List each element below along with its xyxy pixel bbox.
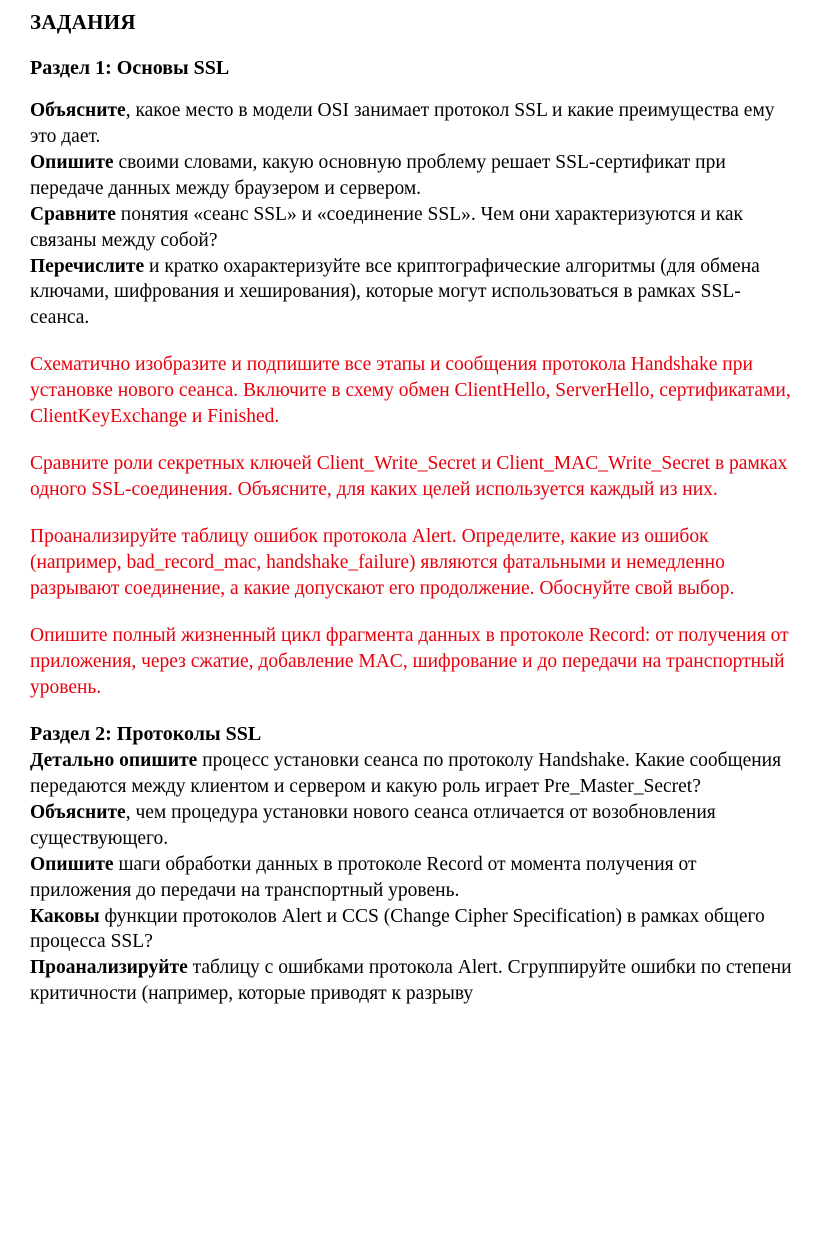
- task-lead: Опишите: [30, 853, 114, 875]
- task-text: Опишите полный жизненный цикл фрагмента данных в протоколе Record: от получения от приложения, через сжатие, добавление MAC, шифрование и до передачи на транспортный уровень.: [30, 624, 789, 698]
- section-2-block: [30, 721, 792, 1007]
- task-lead: Объясните: [30, 100, 126, 121]
- red-task-4: [30, 623, 792, 701]
- task-text: и кратко охарактеризуйте все криптографические алгоритмы (для обмена ключами, шифрования и хеширования), которые могут использоваться в рамках SSL-сеанса.: [30, 255, 760, 329]
- task-text: своими словами, какую основную проблему решает SSL-сертификат при передаче данных между браузером и сервером.: [30, 151, 726, 199]
- task-item: [30, 98, 792, 150]
- task-text: Схематично изобразите и подпишите все этапы и сообщения протокола Handshake при установке нового сеанса. Включите в схему обмен ClientHello, ServerHello, сертификатами, ClientKeyExchange и Finished.: [30, 354, 791, 428]
- task-item: [30, 150, 792, 202]
- task-text: функции протоколов Alert и CCS (Change Cipher Specification) в рамках общего процесса SSL?: [30, 905, 765, 953]
- task-item: [30, 254, 792, 332]
- task-lead: Перечислите: [30, 255, 145, 277]
- task-lead: Проанализируйте: [30, 957, 188, 979]
- task-item: [30, 800, 792, 852]
- task-lead: Каковы: [30, 905, 100, 927]
- task-text: шаги обработки данных в протоколе Record от момента получения от приложения до передачи на транспортный уровень.: [30, 853, 697, 901]
- task-text: Сравните роли секретных ключей Client_Write_Secret и Client_MAC_Write_Secret в рамках одного SSL-соединения. Объясните, для каких целей используется каждый из них.: [30, 453, 788, 500]
- red-task-1: [30, 352, 792, 430]
- task-text: , чем процедура установки нового сеанса отличается от возобновления существующего.: [30, 801, 716, 849]
- task-text: таблицу с ошибками протокола Alert. Сгруппируйте ошибки по степени критичности (например, которые приводят к разрыву: [30, 957, 792, 1005]
- section-2-heading: Раздел 2: Протоколы SSL: [30, 723, 262, 746]
- page-title: ЗАДАНИЯ: [30, 10, 136, 34]
- task-lead: Объясните: [30, 801, 126, 823]
- section-1-heading: Раздел 1: Основы SSL: [30, 57, 230, 79]
- task-lead: Детально опишите: [30, 750, 198, 772]
- task-item: [30, 904, 792, 956]
- task-item: [30, 955, 792, 1007]
- task-lead: Опишите: [30, 151, 114, 173]
- task-block-black: [30, 98, 792, 331]
- task-lead: Сравните: [30, 203, 116, 225]
- red-task-3: [30, 524, 792, 602]
- task-text: понятия «сеанс SSL» и «соединение SSL». Чем они характеризуются и как связаны между собой?: [30, 203, 744, 251]
- task-text: процесс установки сеанса по протоколу Handshake. Какие сообщения передаются между клиентом и сервером и какую роль играет Pre_Master_Secret?: [30, 750, 782, 797]
- task-text: Проанализируйте таблицу ошибок протокола Alert. Определите, какие из ошибок (например, bad_record_mac, handshake_failure) являются фатальными и немедленно разрывают соединение, а какие допускают его продолжение. Обоснуйте свой выбор.: [30, 525, 735, 599]
- task-text: , какое место в модели OSI занимает протокол SSL и какие преимущества ему это дает.: [30, 100, 775, 147]
- task-item: [30, 852, 792, 904]
- task-item: [30, 748, 792, 800]
- task-item: [30, 202, 792, 254]
- red-task-2: [30, 451, 792, 503]
